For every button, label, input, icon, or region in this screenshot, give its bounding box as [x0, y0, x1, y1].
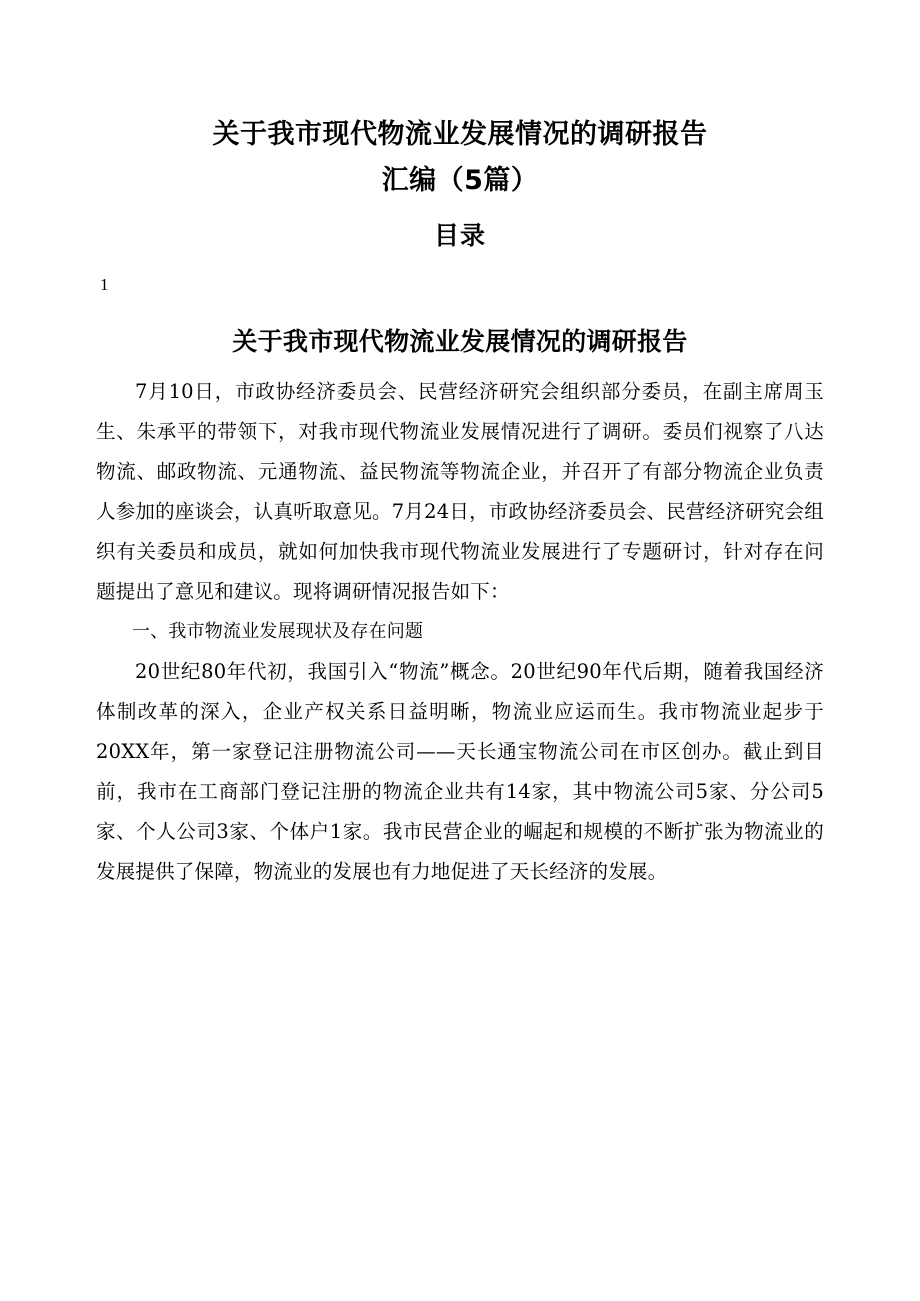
document-title-line1: 关于我市现代物流业发展情况的调研报告 — [212, 119, 708, 150]
section-heading: 关于我市现代物流业发展情况的调研报告 — [232, 327, 688, 356]
table-of-contents-list — [96, 270, 824, 300]
document-title-line2: 汇编（5篇） — [381, 165, 539, 196]
toc-entry[interactable]: 1 — [100, 275, 109, 294]
body-paragraph-1: 7月10日，市政协经济委员会、民营经济研究会组织部分委员，在副主席周玉生、朱承平的带领下，对我市现代物流业发展情况进行了调研。委员们视察了八达物流、邮政物流、元通物流、益民物流等物流企业，并召开了有部分物流企业负责人参加的座谈会，认真听取意见。7月24日，市政协经济委员会、民营经济研究会组织有关委员和成员，就如何加快我市现代物流业发展进行了专题研讨，针对存在问题提出了意见和建议。现将调研情况报告如下： — [96, 380, 824, 603]
table-of-contents-heading: 目录 — [433, 221, 486, 250]
document-title — [96, 112, 824, 204]
subsection-heading: 一、我市物流业发展现状及存在问题 — [132, 621, 424, 642]
body-paragraph-2: 20世纪80年代初，我国引入“物流”概念。20世纪90年代后期，随着我国经济体制改革的深入，企业产权关系日益明晰，物流业应运而生。我市物流业起步于20XX年，第一家登记注册物流公司——天长通宝物流公司在市区创办。截止到目前，我市在工商部门登记注册的物流企业共有14家，其中物流公司5家、分公司5家、个人公司3家、个体户1家。我市民营企业的崛起和规模的不断扩张为物流业的发展提供了保障，物流业的发展也有力地促进了天长经济的发展。 — [96, 660, 824, 883]
